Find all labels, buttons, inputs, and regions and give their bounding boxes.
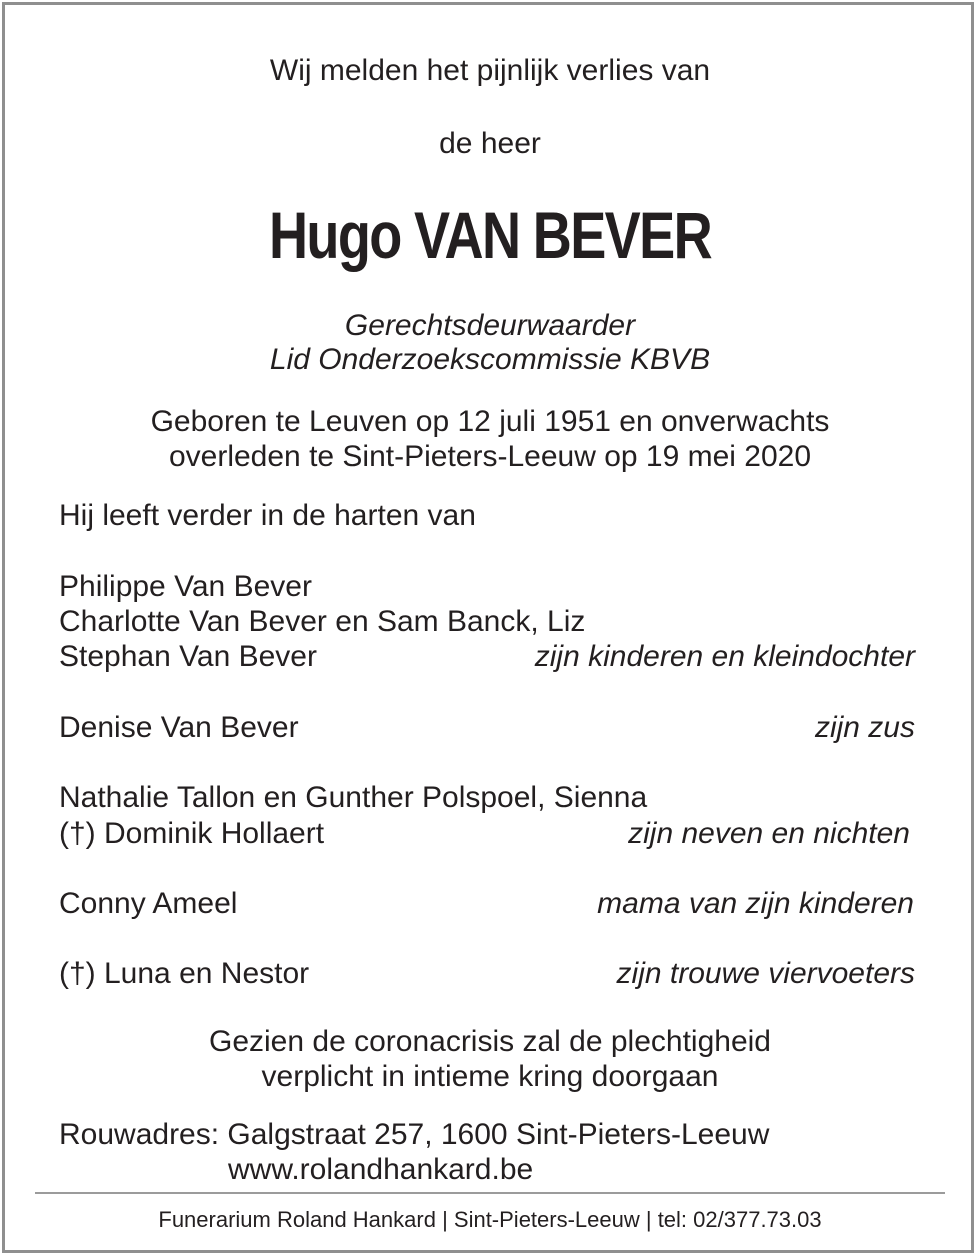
ceremony-line-2: verplicht in intieme kring doorgaan xyxy=(261,1060,719,1093)
mourning-address: Rouwadres: Galgstraat 257, 1600 Sint-Pieters-Leeuw xyxy=(59,1118,770,1151)
family-member: Nathalie Tallon en Gunther Polspoel, Sienna xyxy=(59,781,648,814)
role-2: Lid Onderzoekscommissie KBVB xyxy=(269,343,711,376)
relation-label: zijn kinderen en kleindochter xyxy=(534,640,915,673)
family-member: (†) Dominik Hollaert xyxy=(59,817,325,850)
family-member: (†) Luna en Nestor xyxy=(59,957,310,990)
honorific: de heer xyxy=(439,127,541,160)
relation-label: zijn neven en nichten xyxy=(628,817,910,850)
role-1: Gerechtsdeurwaarder xyxy=(344,309,636,342)
website-link[interactable]: www.rolandhankard.be xyxy=(228,1153,534,1186)
family-member: Conny Ameel xyxy=(59,887,238,920)
ceremony-line-1: Gezien de coronacrisis zal de plechtigheid xyxy=(209,1025,771,1058)
relation-label: mama van zijn kinderen xyxy=(597,887,914,920)
death-line: overleden te Sint-Pieters-Leeuw op 19 mei 2020 xyxy=(168,440,812,473)
funeral-home-footer: Funerarium Roland Hankard | Sint-Pieters-Leeuw | tel: 02/377.73.03 xyxy=(158,1207,822,1232)
birth-line: Geboren te Leuven op 12 juli 1951 en onverwachts xyxy=(150,405,830,438)
relation-label: zijn zus xyxy=(814,711,915,744)
deceased-name: Hugo VAN BEVER xyxy=(268,198,712,272)
relation-label: zijn trouwe viervoeters xyxy=(616,957,915,990)
family-member: Denise Van Bever xyxy=(59,711,299,744)
family-member: Charlotte Van Bever en Sam Banck, Liz xyxy=(59,605,586,638)
family-member: Stephan Van Bever xyxy=(59,640,317,673)
footer-divider xyxy=(35,1192,945,1194)
family-intro: Hij leeft verder in de harten van xyxy=(59,499,476,532)
family-member: Philippe Van Bever xyxy=(59,570,312,603)
intro-text: Wij melden het pijnlijk verlies van xyxy=(269,54,711,87)
